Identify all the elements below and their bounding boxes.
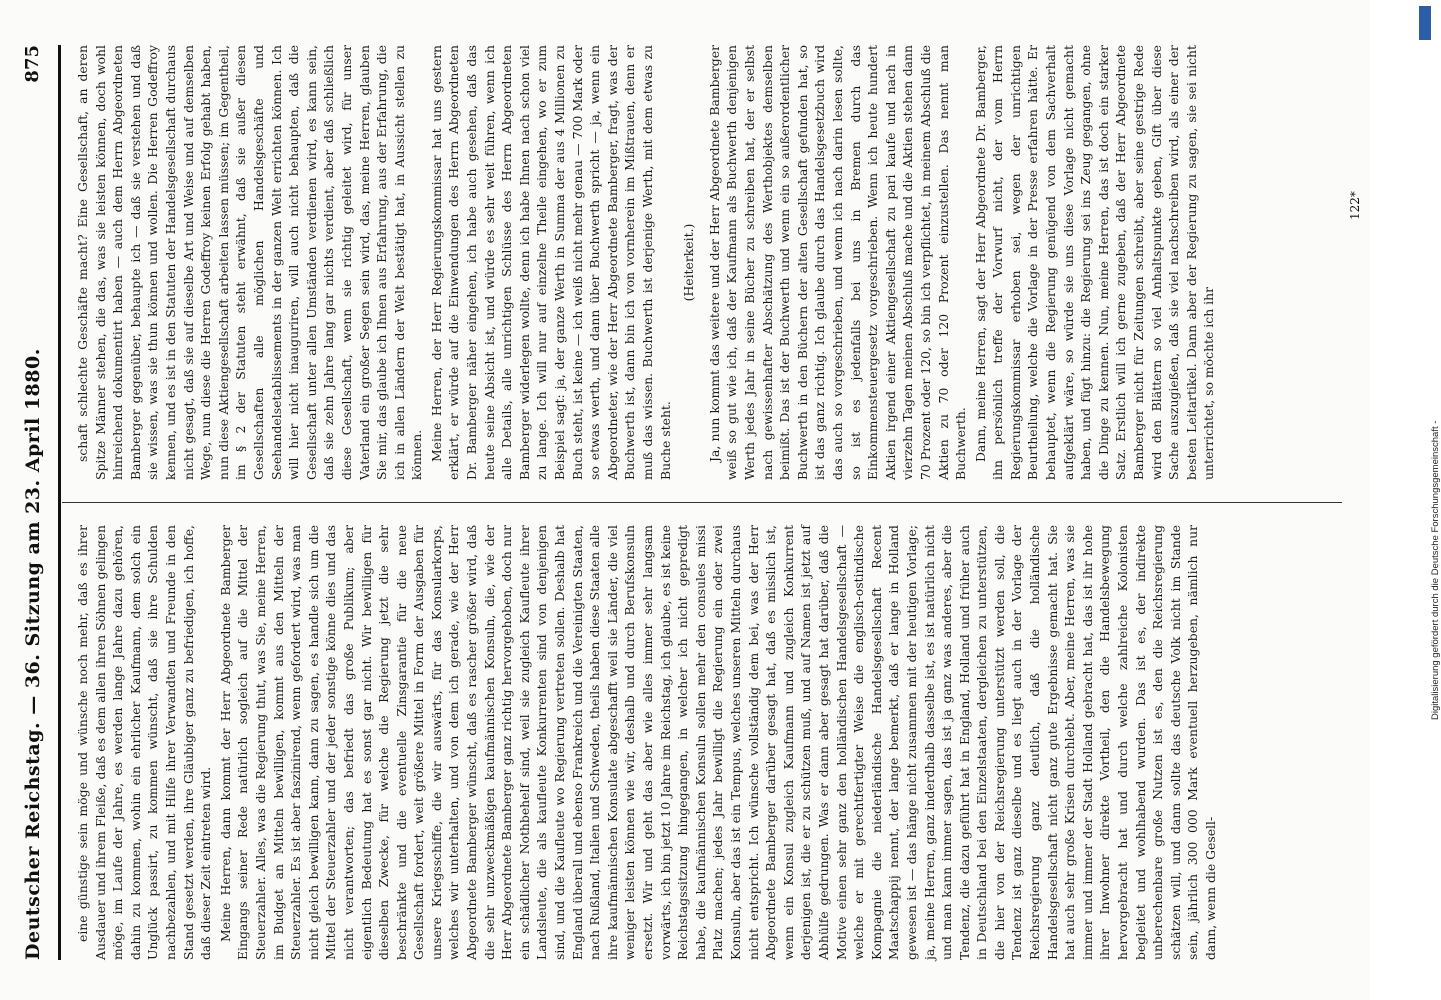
credit-text: Digitalisierung gefördert durch die Deutsche Forschungsgemeinschaft - (1430, 420, 1441, 720)
paragraph: schaft schlechte Geschäfte macht? Eine Gesellschaft, an deren Spitze Männer stehen, die das, was sie leisten können, doch wohl hinreichend dokumentirt haben — auch dem Herrn Abgeordneten Bamberger gegenüber, behaupte ich — daß sie verstehen und daß sie wissen, was sie thun können und wollen. Die Herren Godeffroy kennen, und es ist in den Statuten der Handelsgesellschaft durchaus nicht gesagt, daß sie auf dieselbe Art und Weise und auf demselben Wege, nun diese die Herren Godeffroy keinen Erfolg gehabt haben, nun diese Aktiengesellschaft arbeiten lassen müssen; im Gegentheil, im § 2 der Statuten steht erwähnt, daß sie außer diesen Gesellschaften alle möglichen Handelsgeschäfte und Seehandelsetablissements in der ganzen Welt errichten können. Ich will hier nicht inauguriren, will auch nicht behaupten, daß die Gesellschaft unter allen Umständen verdienen wird, es kann sein, daß sie zehn Jahre lang gar nichts verdient, aber daß schließlich diese Gesellschaft, wenn sie richtig geleitet wird, für unser Vaterland ein großer Segen sein wird, das, meine Herren, glauben Sie mir, das glaube ich Ihnen aus Erfahrung, aus der Erfahrung, die ich in allen Ländern der Welt bestätigt hat, in Aussicht stellen zu können. (75, 45, 425, 480)
paragraph: Meine Herren, der Herr Regierungskommissar hat uns gestern erklärt, er würde auf die Einwendungen des Herrn Abgeordneten Dr. Bamberger näher eingehen, ich habe auch gesehen, daß das heute seine Absicht ist, und würde es sehr weit führen, wenn ich alle Details, alle unrichtigen Schlüsse des Herrn Abgeordneten Bamberger widerlegen wollte, denn ich habe Ihnen nach schon viel zu lange. Ich will nur auf einzelne Theile eingehen, wo er zum Beispiel sagt: ja, der ganze Werth in Summa der aus 4 Millionen zu Buch steht, ist keine — ich weiß nicht mehr genau — 700 Mark oder so etwas werth, und dann über Buchwerth spricht — ja, wenn ein Abgeordneter, wie der Herr Abgeordnete Bamberger, fragt, was der Buchwerth ist, dann bin ich von vornherein im Mißtrauen, denn er muß das wissen. Buchwerth ist derjenige Werth, mit dem etwas zu Buche steht. (428, 45, 673, 480)
header-rule (58, 45, 61, 960)
column-divider (62, 502, 1342, 503)
paragraph: eine günstige sein möge und wünsche noch mehr, daß es ihrer Ausdauer und ihrem Fleiße, daß es dem allen ihren Söhnen gelingen möge, im Laufe der Jahre, es werden lange Jahre dazu gehören, dahin zu kommen, wohin ein ehrlicher Kaufmann, dem solch ein Unglück passirt, zu kommen wünscht, daß sie ihre Schulden nachbezahlen, und mit Hilfe ihrer Verwandten und Freunde in den Stand gesetzt werden, ihre Gläubiger ganz zu befriedigen, ich hoffe, daß dieser Zeit eintreten wird. (75, 525, 214, 960)
signature-mark: 122* (1348, 191, 1362, 220)
paragraph: Meine Herren, dann kommt der Herr Abgeordnete Bamberger Eingangs seiner Rede natürlich sogleich auf die Mittel der Steuerzahler. Alles, was die Regierung thut, was Sie, meine Herren, im Budget an Mitteln bewilligen, kommt aus den Mitteln der Steuerzahler. Es ist aber faszinirend, wenn gefordert wird, was man nicht gleich bewilligen kann, dann zu sagen, es handle sich um die Mittel der Steuerzahler und der jeder sonstige könne dies und das nicht verantworten; das befriedt das große Publikum; aber eigentlich Bedeutung hat es sonst gar nicht. Wir bewilligen für dieselben Zwecke, für welche die Regierung jetzt die sehr beschränkte und die eventuelle Zinsgarantie für die neue Gesellschaft fordert, weit größere Mittel in Form der Ausgaben für unsere Kriegsschiffe, die wir auswärts, für das Konsularkorps, welches wir unterhalten, und von dem ich gerade, wie der Herr Abgeordnete Bamberger wünscht, daß es rascher größer wird, daß die sehr unzweckmäßigen kaufmännischen Konsuln, die, wie der Herr Abgeordnete Bamberger ganz richtig hervorgehoben, doch nur ein schädlicher Nothbehelf sind, weil sie zugleich Kaufleute ihrer Landsleute, die als kaufleute Konkurrenten sind von denjenigen sind, und die Kaufleute wo Regierung vertreten sollen. Deshalb hat England überall und ebenso Frankreich und die Vereinigten Staaten, nach Rußland, Italien und Schweden, theils haben diese Staaten alle ihre kaufmännischen Konsulate abgeschafft weil sie Länder, die viel weniger leisten können wie wir, deshalb und durch Berufskonsuln ersetzt. Wir und geht das aber wie alles immer sehr langsam vorwärts, ich bin jetzt 10 Jahre im Reichstag, ich glaube, es ist keine Reichstagssitzung hingegangen, in welcher ich nicht gepredigt habe, die kaufmännischen Konsuln sollen mehr den consules missi Platz machen; jedes Jahr bewilligt die Regierung ein oder zwei Konsuln, aber das ist ein Tempus, welches unseren Mitteln durchaus nicht entspricht. Ich wünsche vollständig dem bei, was der Herr Abgeordnete Bamberger darüber gesagt hat, daß es misslich ist, wenn ein Konsul zugleich Kaufmann und zugleich Konkurrent derjenigen ist, die er zu schützen muß, und auf Namen ist jetzt auf Abhülfe gedrungen. Was er dann aber gesagt hat darüber, daß die Motive einen sehr ganz den holländischen Handelsgesellschaft — welche er mit gerechtfertigter Weise die englisch-ostindische Kompagnie die niederländische Handelsgesellschaft Recent Maatschappij nennt, der lange bemerkt, daß er lange in Holland gewesen ist — das hänge nicht zusammen mit der heutigen Vorlage; ja, meine Herren, ganz inderdhalb dasselbe ist, es ist natürlich nicht und man kann immer sagen, das ist ja ganz was anderes, aber die Tendenz, die dazu geführt hat in England, Holland und früher auch in Deutschland bei den Einzelstaaten, dergleichen zu unterstützen, die hier von der Reichsregierung unterstützt werden soll, die Tendenz ist ganz dieselbe und es liegt auch in der Vorlage der Reichsregierung ganz deutlich, daß die holländische Handelsgesellschaft nicht ganz gute Ergebnisse gemacht hat. Sie hat auch sehr große Krisen durchlebt. Aber, meine Herren, was sie immer und immer der Stadt Holland gebracht hat, das ist ihr hohe ihrer Inwohner direkte Vortheil, den die Handelsbewegung hervorgebracht hat und durch welche zahlreiche Kolonisten begleitet und wohlhabend wurden. Das ist es, der indirekte unberechenbare große Nutzen ist es, den die Reichsregierung schätzen will, und dann sollte das deutsche Volk nicht im Stande sein, jährlich 300 000 Mark eventuell herzugeben, nämlich nur dann, wenn die Gesell- (217, 525, 1218, 960)
paragraph: Ja, nun kommt das weitere und der Herr Abgeordnete Bamberger weiß so gut wie ich, daß der Kaufmann als Buchwerth denjenigen Werth jedes Jahr in seine Bücher zu schreiben hat, der er selbst nach gewissenhafter Abschätzung des Werthobjektes demselben beimißt. Das ist der Buchwerth und wenn ein so außerordentlicher Buchwerth in den Büchern der alten Gesellschaft gefunden hat, so ist das ganz richtig. Ich glaube durch das Handelsgesetzbuch wird das auch so vorgeschrieben, und wenn ich nach darin lesen sollte, so ist es jedenfalls bei uns in Bremen durch das Einkommensteuergesetz vorgeschrieben. Wenn ich heute hundert Aktien irgend einer Aktiengesellschaft zu pari kaufe und nach in vierzehn Tagen meinen Abschluß mache und die Aktien stehen dann 70 Prozent oder 120, so bin ich verpflichtet, in meinem Abschluß die Aktien zu 70 oder 120 Prozent einzustellen. Das nennt man Buchwerth. (706, 45, 969, 480)
dfg-logo-text: DFG (1430, 19, 1439, 36)
dfg-logo (1419, 6, 1439, 40)
right-column (74, 45, 1344, 480)
running-title: Deutscher Reichstag. — 36. Sitzung am 23. April 1880. (22, 348, 44, 960)
interjection: (Heiterkeit.) (681, 223, 697, 302)
page-header (22, 45, 56, 960)
page-number: 875 (22, 45, 43, 83)
left-column (74, 525, 1344, 960)
paragraph: Dann, meine Herren, sagt der Herr Abgeordnete Dr. Bamberger, ihn persönlich treffe der Vorwurf nicht, der vom Herrn Regierungskommissar erhoben sei, wegen der unrichtigen Beurtheilung, welche die Vorlage in der Presse erfahren hätte. Er behauptet, wenn die Regierung genügend von dem Sachverhalt aufgeklärt wäre, so würde sie uns diese Vorlage nicht gemacht haben, und fügt hinzu: die Regierung sei ins Zeug gegangen, ohne die Dinge zu kennen. Nun, meine Herren, das ist doch ein starker Satz. Erstlich will ich gerne zugeben, daß der Herr Abgeordnete Bamberger nicht für Zeitungen schreibt, aber seine gestrige Rede wird den Blättern so viel Anhaltspunkte geben, Gift über diese Sache auszugießen, daß sie viel nachschreiben wird, als einer der besten Leitartikel. Dann aber der Regierung zu sagen, sie sei nicht unterrichtet, so möchte ich ihr (972, 45, 1217, 480)
